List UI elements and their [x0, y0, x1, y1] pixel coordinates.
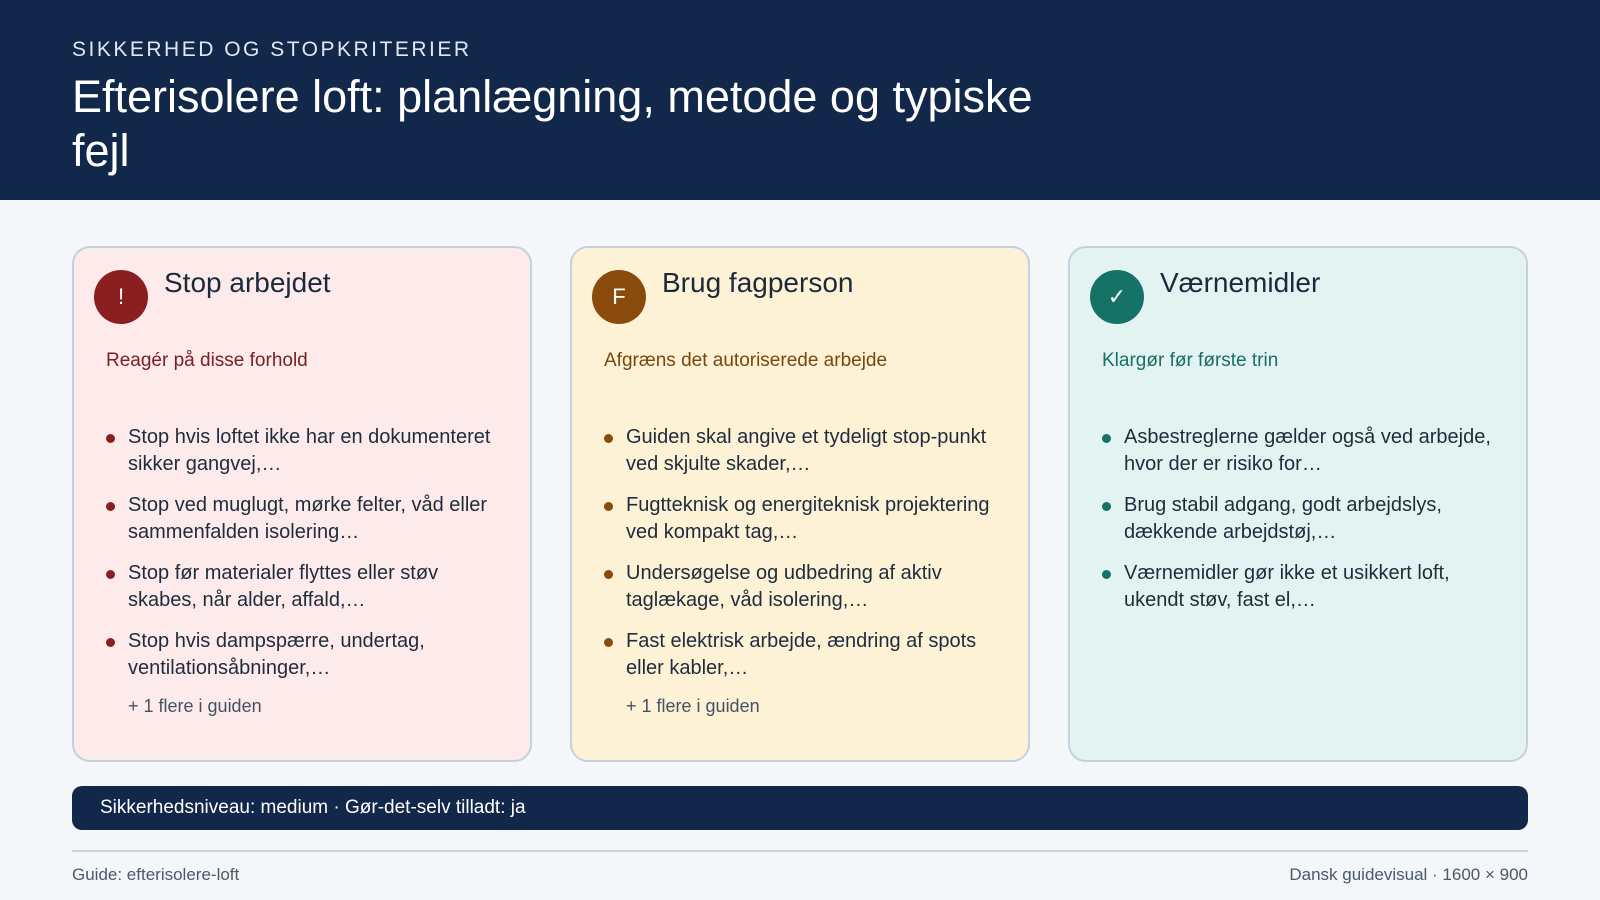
list-item — [106, 424, 510, 478]
list-item-text: Stop før materialer flyttes eller støv skabes, når alder, affald,… — [128, 562, 439, 611]
card-subtitle: Reagér på disse forhold — [106, 350, 308, 371]
bullet-icon — [106, 502, 115, 511]
bullet-icon — [1102, 570, 1111, 579]
footer-guide-id: Guide: efterisolere-loft — [72, 865, 240, 884]
list-item-text: Undersøgelse og udbedring af aktiv taglækage, våd isolering,… — [626, 562, 942, 611]
card-title: Værnemidler — [1160, 267, 1321, 298]
list-item — [1102, 560, 1506, 614]
footer-divider — [72, 850, 1528, 852]
more-in-guide: + 1 flere i guiden — [626, 696, 760, 716]
list-item — [604, 628, 1008, 682]
list-item-text: Asbestreglerne gælder også ved arbejde, hvor der er risiko for… — [1124, 426, 1491, 475]
list-item-text: Værnemidler gør ikke et usikkert loft, ukendt støv, fast el,… — [1124, 562, 1450, 611]
card-subtitle: Klargør før første trin — [1102, 350, 1279, 371]
eyebrow: SIKKERHED OG STOPKRITERIER — [72, 38, 472, 61]
card-list — [106, 424, 510, 682]
bullet-icon — [1102, 502, 1111, 511]
bullet-icon — [106, 434, 115, 443]
header — [0, 0, 1600, 200]
list-item-text: Fugtteknisk og energiteknisk projektering ved kompakt tag,… — [626, 494, 990, 543]
bullet-icon — [604, 638, 613, 647]
list-item-text: Stop hvis dampspærre, undertag, ventilationsåbninger,… — [128, 630, 425, 679]
list-item — [604, 560, 1008, 614]
footer-credit: Dansk guidevisual · 1600 × 900 — [1289, 865, 1528, 884]
card-list — [1102, 424, 1506, 614]
list-item-text: Fast elektrisk arbejde, ændring af spots eller kabler,… — [626, 630, 977, 679]
list-item — [1102, 492, 1506, 546]
page-title: Efterisolere loft: planlægning, metode og typiske fejl — [72, 71, 1033, 176]
bullet-icon — [106, 638, 115, 647]
card-title: Stop arbejdet — [164, 267, 331, 298]
bullet-icon — [1102, 434, 1111, 443]
bullet-icon — [604, 502, 613, 511]
list-item — [106, 628, 510, 682]
list-item — [604, 492, 1008, 546]
alert-icon: ! — [94, 270, 148, 324]
card-protective-equipment — [1068, 246, 1528, 762]
list-item-text: Guiden skal angive et tydeligt stop-punkt ved skjulte skader,… — [626, 426, 987, 475]
bullet-icon — [106, 570, 115, 579]
status-bar: Sikkerhedsniveau: medium · Gør-det-selv tilladt: ja — [72, 786, 1528, 830]
list-item — [1102, 424, 1506, 478]
card-title: Brug fagperson — [662, 267, 854, 298]
card-use-professional — [570, 246, 1030, 762]
list-item-text: Brug stabil adgang, godt arbejdslys, dækkende arbejdstøj,… — [1124, 494, 1442, 543]
list-item-text: Stop hvis loftet ikke har en dokumenteret sikker gangvej,… — [128, 426, 491, 475]
cards-row — [72, 246, 1528, 762]
list-item — [604, 424, 1008, 478]
list-item-text: Stop ved muglugt, mørke felter, våd eller sammenfalden isolering… — [128, 494, 488, 543]
more-in-guide: + 1 flere i guiden — [128, 696, 262, 716]
card-subtitle: Afgræns det autoriserede arbejde — [604, 350, 888, 371]
bullet-icon — [604, 570, 613, 579]
list-item — [106, 560, 510, 614]
card-stop-work — [72, 246, 532, 762]
checkmark-icon: ✓ — [1090, 270, 1144, 324]
list-item — [106, 492, 510, 546]
letter-f-icon: F — [592, 270, 646, 324]
bullet-icon — [604, 434, 613, 443]
card-list — [604, 424, 1008, 682]
